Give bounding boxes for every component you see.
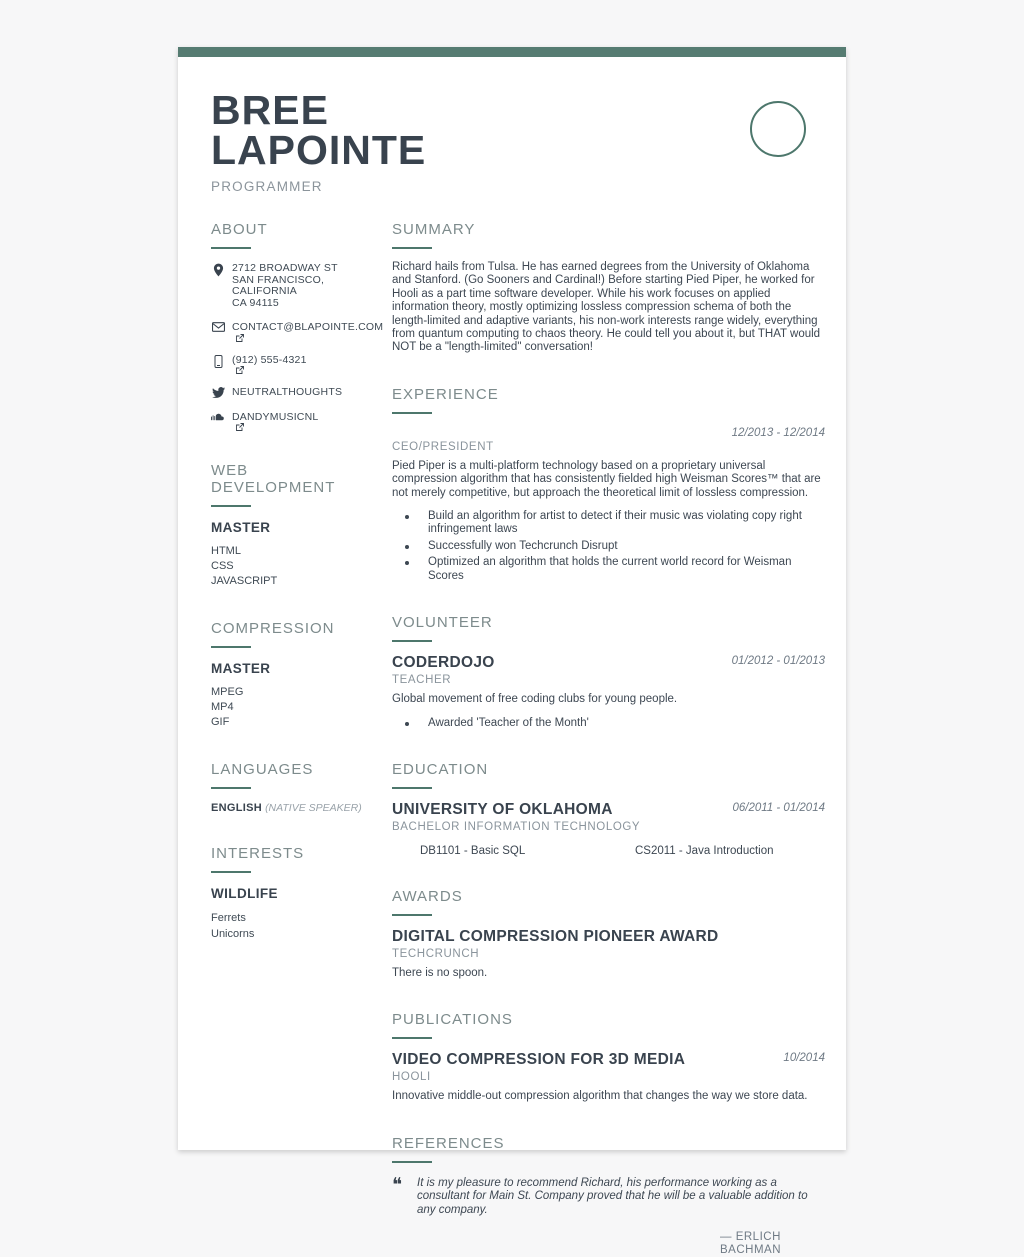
reference-quote [392,1173,825,1217]
interest-items [211,910,371,942]
skill-items [211,544,371,589]
experience-entry [392,426,825,583]
soundcloud-item[interactable] [211,412,371,432]
interest-item: Ferrets [211,912,246,924]
accent-bar [178,47,846,57]
skill-item: MP4 [211,701,234,713]
first-name: BREE [211,87,329,133]
about-heading: ABOUT [211,221,268,238]
external-link-icon [236,366,244,374]
references-section [392,1135,825,1257]
interests-section [211,845,371,942]
heading-rule [211,787,251,789]
bullet-dot [405,545,409,549]
entry-bullets [392,717,825,730]
resume-page [178,47,846,1256]
twitter-text[interactable]: NEUTRALTHOUGHTS [232,386,343,398]
envelope-icon [211,322,225,342]
entry-date: 12/2013 - 12/2014 [731,426,825,439]
heading-rule [211,247,251,249]
awards-section [392,888,825,980]
heading-rule [392,914,432,916]
education-section [392,761,825,857]
header [211,87,825,194]
publication-description: Innovative middle-out compression algorithm that changes the way we store data. [392,1090,808,1103]
phone-text[interactable]: (912) 555-4321 [232,355,307,375]
award-issuer: TECHCRUNCH [392,947,480,960]
twitter-icon [211,387,225,399]
summary-text: Richard hails from Tulsa. He has earned degrees from the University of Oklahoma and Stanford. (Go Sooners and Cardinal!) Before starting Pied Piper, he worked for Hooli as a part time software developer. While his work focuses on applied information theory, mostly optimizing lossless compression schema of both the length-limited and adaptive variants, his non-work interests range widely, everything from quantum computing to chaos theory. He could tell you about it, but THAT would NOT be a "length-limited" conversation! [392,261,821,354]
address-text: 2712 BROADWAY ST SAN FRANCISCO, CALIFORNIA CA 94115 [232,262,338,309]
skill-item: JAVASCRIPT [211,575,278,587]
interest-item: Unicorns [211,928,255,940]
entry-role: CEO/PRESIDENT [392,440,494,453]
education-entry [392,801,825,857]
education-heading: EDUCATION [392,760,489,778]
bullet-item: Build an algorithm for artist to detect if their music was violating copy right infringement laws [392,510,825,537]
award-description: There is no spoon. [392,966,488,979]
skill-heading: COMPRESSION [211,620,335,637]
award-entry [392,928,825,980]
skill-item: MPEG [211,686,244,698]
entry-school: UNIVERSITY OF OKLAHOMA [392,800,613,818]
entry-description: Global movement of free coding clubs for young people. [392,693,678,706]
bullet-dot [405,722,409,726]
volunteer-section [392,614,825,730]
sidebar [211,221,384,1257]
publications-section [392,1011,825,1103]
skill-item: CSS [211,560,234,572]
heading-rule [392,1037,432,1039]
address-item [211,263,371,309]
references-heading: REFERENCES [392,1134,505,1152]
bullet-dot [405,515,409,519]
profile-photo-placeholder[interactable] [750,101,806,157]
award-title: DIGITAL COMPRESSION PIONEER AWARD [392,927,719,945]
quote-text: It is my pleasure to recommend Richard, his performance working as a consultant for Main St. Company proved that he will be a valuable addition to any company. [417,1176,808,1216]
bullet-item: Successfully won Techcrunch Disrupt [392,540,825,553]
skill-section-web-development [211,462,371,589]
entry-degree: BACHELOR INFORMATION TECHNOLOGY [392,820,641,833]
heading-rule [392,1161,432,1163]
summary-section [392,221,825,355]
heading-rule [392,640,432,642]
entry-date: 10/2014 [783,1052,825,1065]
heading-rule [392,412,432,414]
email-item[interactable] [211,321,384,342]
interests-heading: INTERESTS [211,845,305,862]
course-item: DB1101 - Basic SQL [420,844,526,857]
heading-rule [211,646,251,648]
skill-item: GIF [211,716,230,728]
skill-items [211,685,371,730]
skill-section-compression [211,620,371,730]
skill-level: MASTER [211,661,271,676]
heading-rule [211,505,251,507]
external-link-icon [236,334,244,342]
volunteer-entry [392,654,825,730]
language-note: (NATIVE SPEAKER) [265,802,362,814]
languages-section [211,761,371,814]
language-item [211,802,371,814]
mobile-phone-icon [211,355,225,375]
heading-rule [211,871,251,873]
summary-heading: SUMMARY [392,221,476,238]
bullet-item: Awarded 'Teacher of the Month' [392,717,825,730]
entry-date: 01/2012 - 01/2013 [731,655,825,668]
soundcloud-icon [211,412,225,432]
bullet-item: Optimized an algorithm that holds the current world record for Weisman Scores [392,556,825,583]
location-pin-icon [211,263,225,309]
skill-level: MASTER [211,520,271,535]
entry-role: TEACHER [392,674,452,687]
experience-heading: EXPERIENCE [392,385,499,403]
volunteer-heading: VOLUNTEER [392,614,493,632]
bullet-dot [405,561,409,565]
skill-heading: WEB DEVELOPMENT [211,462,336,496]
languages-heading: LANGUAGES [211,761,314,778]
publication-title: VIDEO COMPRESSION FOR 3D MEDIA [392,1051,686,1069]
interest-category: WILDLIFE [211,886,278,901]
soundcloud-text[interactable]: DANDYMUSICNL [232,412,318,432]
quote-attribution: — ERLICH BACHMAN [720,1230,782,1256]
main-column [392,221,825,1257]
experience-section [392,386,825,583]
heading-rule [392,247,432,249]
email-text[interactable]: CONTACT@BLAPOINTE.COM [232,322,383,342]
job-title: PROGRAMMER [211,179,323,194]
external-link-icon [236,423,244,431]
skill-item: HTML [211,545,241,557]
entry-org: CODERDOJO [392,654,495,672]
publication-publisher: HOOLI [392,1071,431,1084]
language-name: ENGLISH [211,802,262,814]
quote-icon: ❝ [392,1173,403,1196]
entry-description: Pied Piper is a multi-platform technology based on a proprietary universal compression algorithm that has consistently fielded high Weisman Scores™ that are not merely competitive, but approach the theoretical limit of lossless compression. [392,459,821,499]
publication-entry [392,1051,825,1103]
entry-bullets [392,510,825,583]
last-name: LAPOINTE [211,127,427,173]
course-item: CS2011 - Java Introduction [635,844,774,857]
heading-rule [392,787,432,789]
publications-heading: PUBLICATIONS [392,1011,513,1029]
course-list [392,845,825,857]
awards-heading: AWARDS [392,887,463,905]
phone-item[interactable] [211,355,371,375]
entry-date: 06/2011 - 01/2014 [732,801,825,814]
twitter-item[interactable] [211,387,371,399]
about-section [211,221,384,431]
